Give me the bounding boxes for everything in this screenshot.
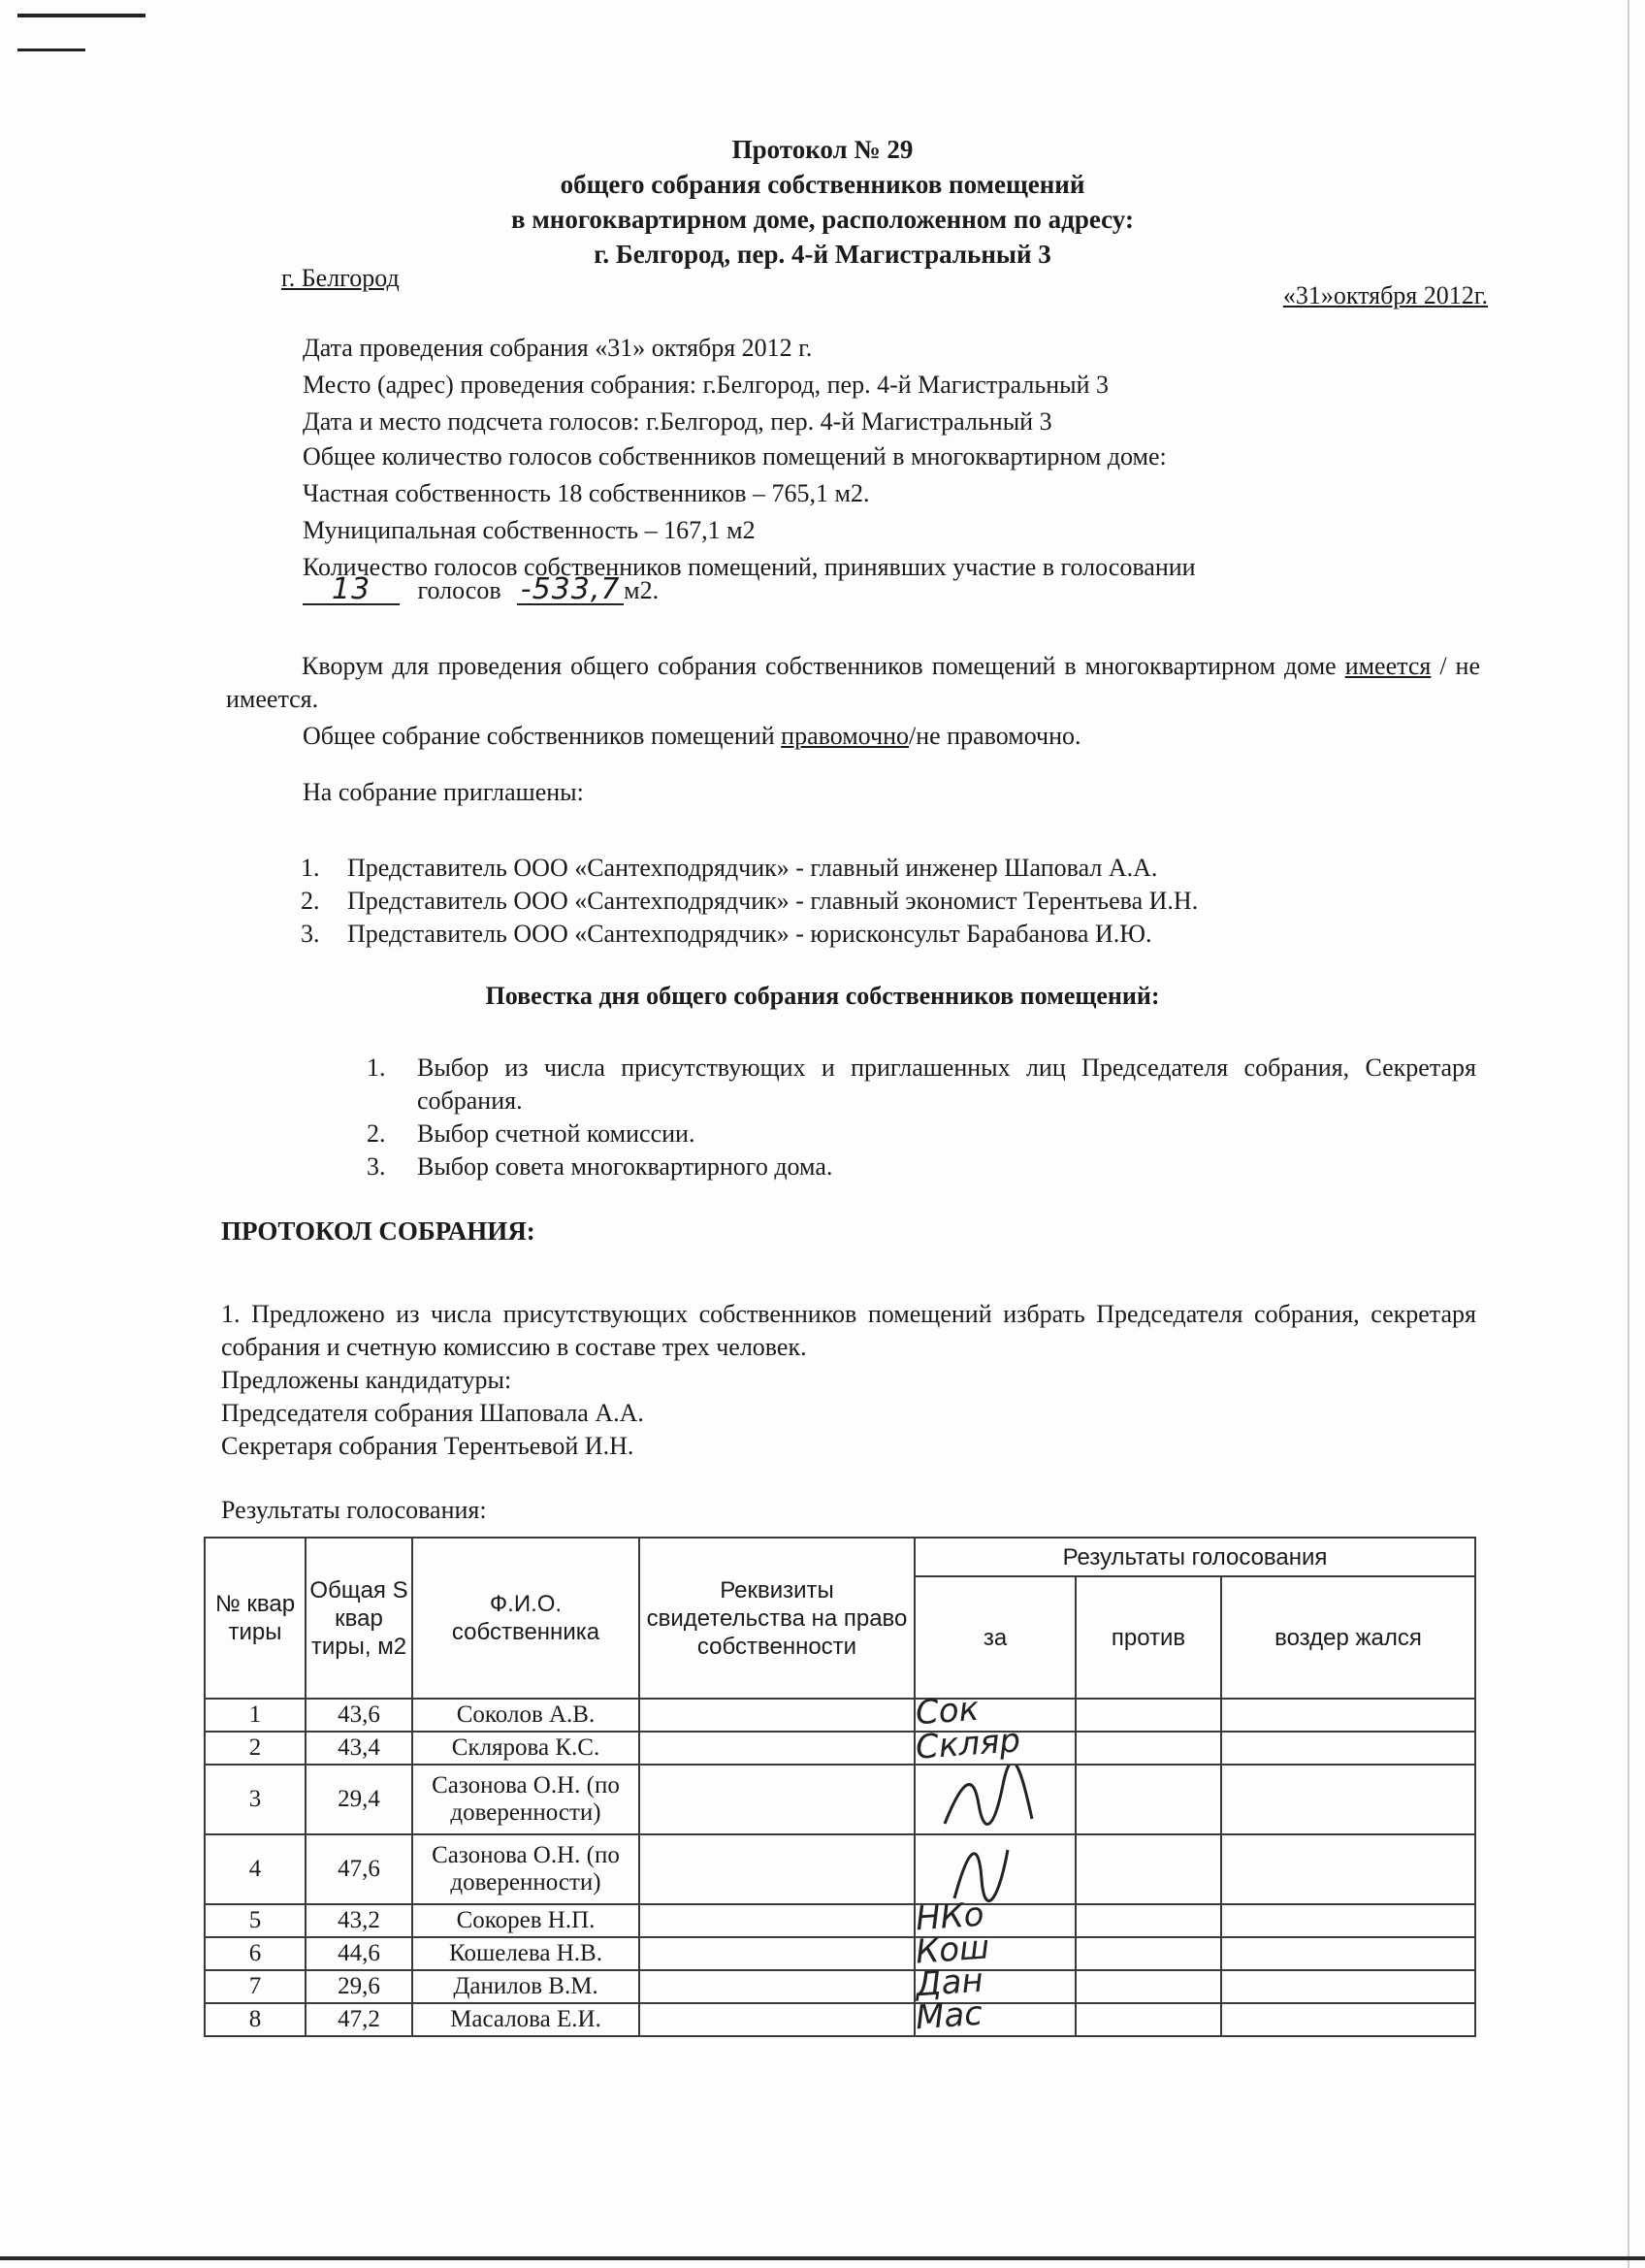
list-item: 2. Выбор счетной комиссии.	[367, 1119, 695, 1148]
doc-cell	[639, 1904, 915, 1937]
document-date: «31»октября 2012г.	[1282, 281, 1488, 309]
area-cell: 43,6	[306, 1699, 412, 1732]
col-header-against: против	[1076, 1576, 1221, 1699]
list-item: 3. Выбор совета многоквартирного дома.	[367, 1152, 833, 1181]
apt-cell: 3	[205, 1765, 306, 1834]
doc-cell	[639, 1699, 915, 1732]
signature: НКо	[914, 1895, 985, 1939]
owner-cell: Масалова Е.И.	[412, 2003, 639, 2036]
vote-abstain-cell	[1221, 1937, 1475, 1970]
legit-value: правомочно	[781, 722, 909, 750]
quorum-text-b: / не имеется.	[226, 652, 1480, 713]
area-cell: 29,6	[306, 1970, 412, 2003]
signature: Дан	[914, 1960, 984, 2005]
meeting-place: Место (адрес) проведения собрания: г.Белгород, пер. 4-й Магистральный 3	[303, 371, 1109, 399]
apt-cell: 5	[205, 1904, 306, 1937]
owner-cell: Склярова К.С.	[412, 1732, 639, 1765]
signature: Скляр	[914, 1721, 1022, 1767]
doc-cell	[639, 1834, 915, 1904]
table-row	[205, 1904, 1475, 1937]
table-row	[205, 1699, 1475, 1732]
vote-abstain-cell	[1221, 1699, 1475, 1732]
quorum-has: имеется	[1344, 652, 1432, 680]
owner-cell: Сокорев Н.П.	[412, 1904, 639, 1937]
signature: Мас	[914, 1993, 984, 2038]
meeting-date: Дата проведения собрания «31» октября 2012 г.	[303, 334, 813, 362]
city: г. Белгород	[281, 264, 400, 292]
signature: Кош	[914, 1928, 991, 1972]
owner-cell: Сазонова О.Н. (по доверенности)	[412, 1834, 639, 1904]
table-row	[205, 1970, 1475, 2003]
vote-against-cell	[1076, 2003, 1221, 2036]
apt-cell: 1	[205, 1699, 306, 1732]
protocol-title: ПРОТОКОЛ СОБРАНИЯ:	[221, 1216, 535, 1246]
total-votes: Общее количество голосов собственников помещений в многоквартирном доме:	[303, 442, 1167, 470]
doc-cell	[639, 1732, 915, 1765]
scan-corner-mark	[17, 14, 145, 17]
doc-cell	[639, 1970, 915, 2003]
legit-text-b: /не правомочно.	[909, 722, 1081, 750]
scan-corner-mark	[17, 49, 85, 51]
col-header-abstain: воздер жался	[1221, 1576, 1475, 1699]
vote-against-cell	[1076, 1699, 1221, 1732]
agenda-list	[367, 1052, 1476, 1183]
vote-against-cell	[1076, 1937, 1221, 1970]
document-address: г. Белгород, пер. 4-й Магистральный 3	[594, 240, 1051, 269]
table-row	[205, 2003, 1475, 2036]
table-row	[205, 1834, 1475, 1904]
col-header-results: Результаты голосования	[915, 1538, 1475, 1576]
col-header-area: Общая S квар тиры, м2	[306, 1538, 412, 1699]
protocol-paragraph-1: 1. Предложено из числа присутствующих собственников помещений избрать Председателя собрания, секретаря собрания и счетную комиссию в составе трех человек.	[221, 1300, 1476, 1361]
vote-against-cell	[1076, 1970, 1221, 2003]
apt-cell: 6	[205, 1937, 306, 1970]
participants-votes	[303, 574, 659, 607]
list-item: 3. Представитель ООО «Сантехподрядчик» - юрисконсульт Барабанова И.Ю.	[301, 920, 1152, 948]
quorum-paragraph	[226, 650, 1480, 716]
votes-handwritten: 13	[303, 576, 400, 605]
col-header-apt: № квар тиры	[205, 1538, 306, 1699]
list-item: 2. Представитель ООО «Сантехподрядчик» - главный экономист Терентьева И.Н.	[301, 887, 1199, 915]
vote-abstain-cell	[1221, 1765, 1475, 1834]
apt-cell: 7	[205, 1970, 306, 2003]
area-handwritten: -533,7	[517, 576, 624, 605]
list-item: 1. Выбор из числа присутствующих и приглашенных лиц Председателя собрания, Секретаря собрания.	[367, 1053, 1476, 1115]
municipal-ownership: Муниципальная собственность – 167,1 м2	[303, 516, 756, 544]
private-ownership: Частная собственность 18 собственников – 765,1 м2.	[303, 479, 870, 507]
vote-against-cell	[1076, 1732, 1221, 1765]
owner-cell: Данилов В.М.	[412, 1970, 639, 2003]
invited-title: На собрание приглашены:	[303, 778, 584, 806]
apt-cell: 2	[205, 1732, 306, 1765]
col-header-owner: Ф.И.О. собственника	[412, 1538, 639, 1699]
area-cell: 43,2	[306, 1904, 412, 1937]
area-cell: 29,4	[306, 1765, 412, 1834]
list-item: 1. Представитель ООО «Сантехподрядчик» - главный инженер Шаповал А.А.	[301, 854, 1158, 882]
vote-abstain-cell	[1221, 1904, 1475, 1937]
vote-for-cell	[914, 1721, 1076, 1767]
quorum-text: Кворум для проведения общего собрания собственников помещений в многоквартирном доме	[302, 652, 1337, 680]
area-cell: 44,6	[306, 1937, 412, 1970]
signature-scribble	[925, 1766, 1061, 1833]
document-title: Протокол № 29	[731, 135, 914, 164]
invited-list	[301, 852, 1198, 951]
chairman: Председателя собрания Шаповала А.А.	[221, 1399, 644, 1427]
vote-abstain-cell	[1221, 1970, 1475, 2003]
vote-abstain-cell	[1221, 1732, 1475, 1765]
signature: Сок	[914, 1689, 981, 1733]
legitimacy	[303, 720, 1081, 753]
table-row	[205, 1732, 1475, 1765]
table-row	[205, 1765, 1475, 1834]
doc-cell	[639, 1765, 915, 1834]
vote-for-cell	[915, 1765, 1076, 1834]
votes-word: голосов	[417, 576, 501, 604]
vote-against-cell	[1076, 1765, 1221, 1834]
vote-abstain-cell	[1221, 2003, 1475, 2036]
scan-edge	[1628, 0, 1629, 2268]
signature-scribble	[925, 1835, 1061, 1903]
owner-cell: Кошелева Н.В.	[412, 1937, 639, 1970]
owner-cell: Сазонова О.Н. (по доверенности)	[412, 1765, 639, 1834]
doc-cell	[639, 1937, 915, 1970]
agenda-title: Повестка дня общего собрания собственников помещений:	[485, 982, 1160, 1010]
votes-table	[204, 1537, 1476, 2037]
legit-text: Общее собрание собственников помещений	[303, 722, 775, 750]
area-cell: 47,2	[306, 2003, 412, 2036]
document-subtitle: в многоквартирном доме, расположенном по адресу:	[511, 205, 1134, 234]
col-header-doc: Реквизиты свидетельства на право собственности	[639, 1538, 915, 1699]
area-unit: м2.	[624, 576, 660, 604]
apt-cell: 4	[205, 1834, 306, 1904]
vote-against-cell	[1076, 1834, 1221, 1904]
table-row	[205, 1937, 1475, 1970]
apt-cell: 8	[205, 2003, 306, 2036]
owner-cell: Соколов А.В.	[412, 1699, 639, 1732]
vote-abstain-cell	[1221, 1834, 1475, 1904]
scan-bottom-edge	[0, 2256, 1645, 2260]
document-subtitle: общего собрания собственников помещений	[560, 170, 1085, 199]
vote-for-cell	[915, 1834, 1076, 1904]
secretary: Секретаря собрания Терентьевой И.Н.	[221, 1432, 634, 1460]
vote-for-cell	[914, 1993, 1076, 2038]
vote-against-cell	[1076, 1904, 1221, 1937]
count-place: Дата и место подсчета голосов: г.Белгород, пер. 4-й Магистральный 3	[303, 407, 1052, 436]
candidates-label: Предложены кандидатуры:	[221, 1366, 512, 1394]
col-header-for: за	[915, 1576, 1076, 1699]
area-cell: 47,6	[306, 1834, 412, 1904]
participants: Количество голосов собственников помещений, принявших участие в голосовании	[303, 553, 1196, 581]
doc-cell	[639, 2003, 915, 2036]
area-cell: 43,4	[306, 1732, 412, 1765]
results-label: Результаты голосования:	[221, 1496, 487, 1524]
